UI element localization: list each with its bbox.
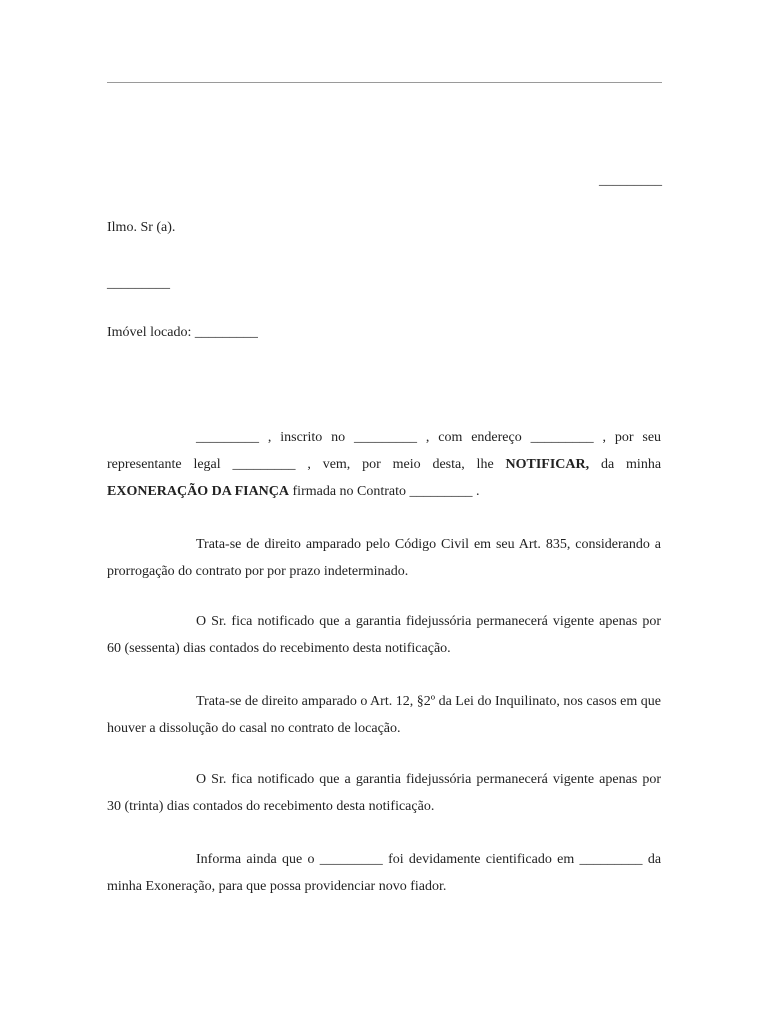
paragraph-text: foi devidamente cientificado em [388, 852, 575, 867]
paragraph-text: , inscrito no [267, 430, 346, 445]
header-rule [107, 82, 662, 83]
paragraph-text: Informa ainda que o [196, 852, 315, 867]
exoneration-emphasis: EXONERAÇÃO DA FIANÇA [107, 484, 290, 499]
property-label: Imóvel locado: [107, 325, 192, 340]
registration-blank: _________ [353, 430, 417, 445]
paragraph-text: . [476, 484, 480, 499]
representative-blank: _________ [232, 457, 296, 472]
addressee-blank: _________ [107, 276, 170, 291]
civil-code-paragraph [107, 531, 661, 585]
address-blank: _________ [530, 430, 594, 445]
salutation: Ilmo. Sr (a). [107, 220, 176, 235]
date-blank: _________ [599, 173, 662, 188]
paragraph-text: Trata-se de direito amparado o Art. 12, §2º da Lei do Inquilinato, nos casos em que houver a dissolução do casal no contrato de locação. [107, 694, 661, 736]
notifier-blank: _________ [196, 430, 259, 445]
paragraph-text: , vem, por meio desta, lhe [307, 457, 494, 472]
notice-date-blank: _________ [579, 852, 643, 867]
contract-blank: _________ [409, 484, 473, 499]
tenancy-law-paragraph [107, 688, 661, 742]
property-blank: _________ [194, 325, 258, 340]
informed-paragraph [107, 846, 661, 900]
property-line [107, 324, 258, 342]
paragraph-text: da minha [600, 457, 662, 472]
paragraph-text: , com endereço [425, 430, 522, 445]
sixty-days-paragraph [107, 608, 661, 662]
paragraph-text: da minha Exoneração, para que possa providenciar novo fiador. [107, 852, 662, 894]
notification-paragraph [107, 424, 661, 505]
paragraph-text: firmada no Contrato [292, 484, 407, 499]
paragraph-text: , por seu representante legal [107, 430, 662, 472]
informed-party-blank: _________ [319, 852, 383, 867]
paragraph-text: Trata-se de direito amparado pelo Código Civil em seu Art. 835, considerando a prorrogação do contrato por por prazo indeterminado. [107, 537, 661, 579]
notify-emphasis: NOTIFICAR, [505, 457, 590, 472]
paragraph-text: O Sr. fica notificado que a garantia fidejussória permanecerá vigente apenas por 30 (trinta) dias contados do recebimento desta notificação. [107, 772, 661, 814]
thirty-days-paragraph [107, 766, 661, 820]
paragraph-text: O Sr. fica notificado que a garantia fidejussória permanecerá vigente apenas por 60 (sessenta) dias contados do recebimento desta notificação. [107, 614, 661, 656]
